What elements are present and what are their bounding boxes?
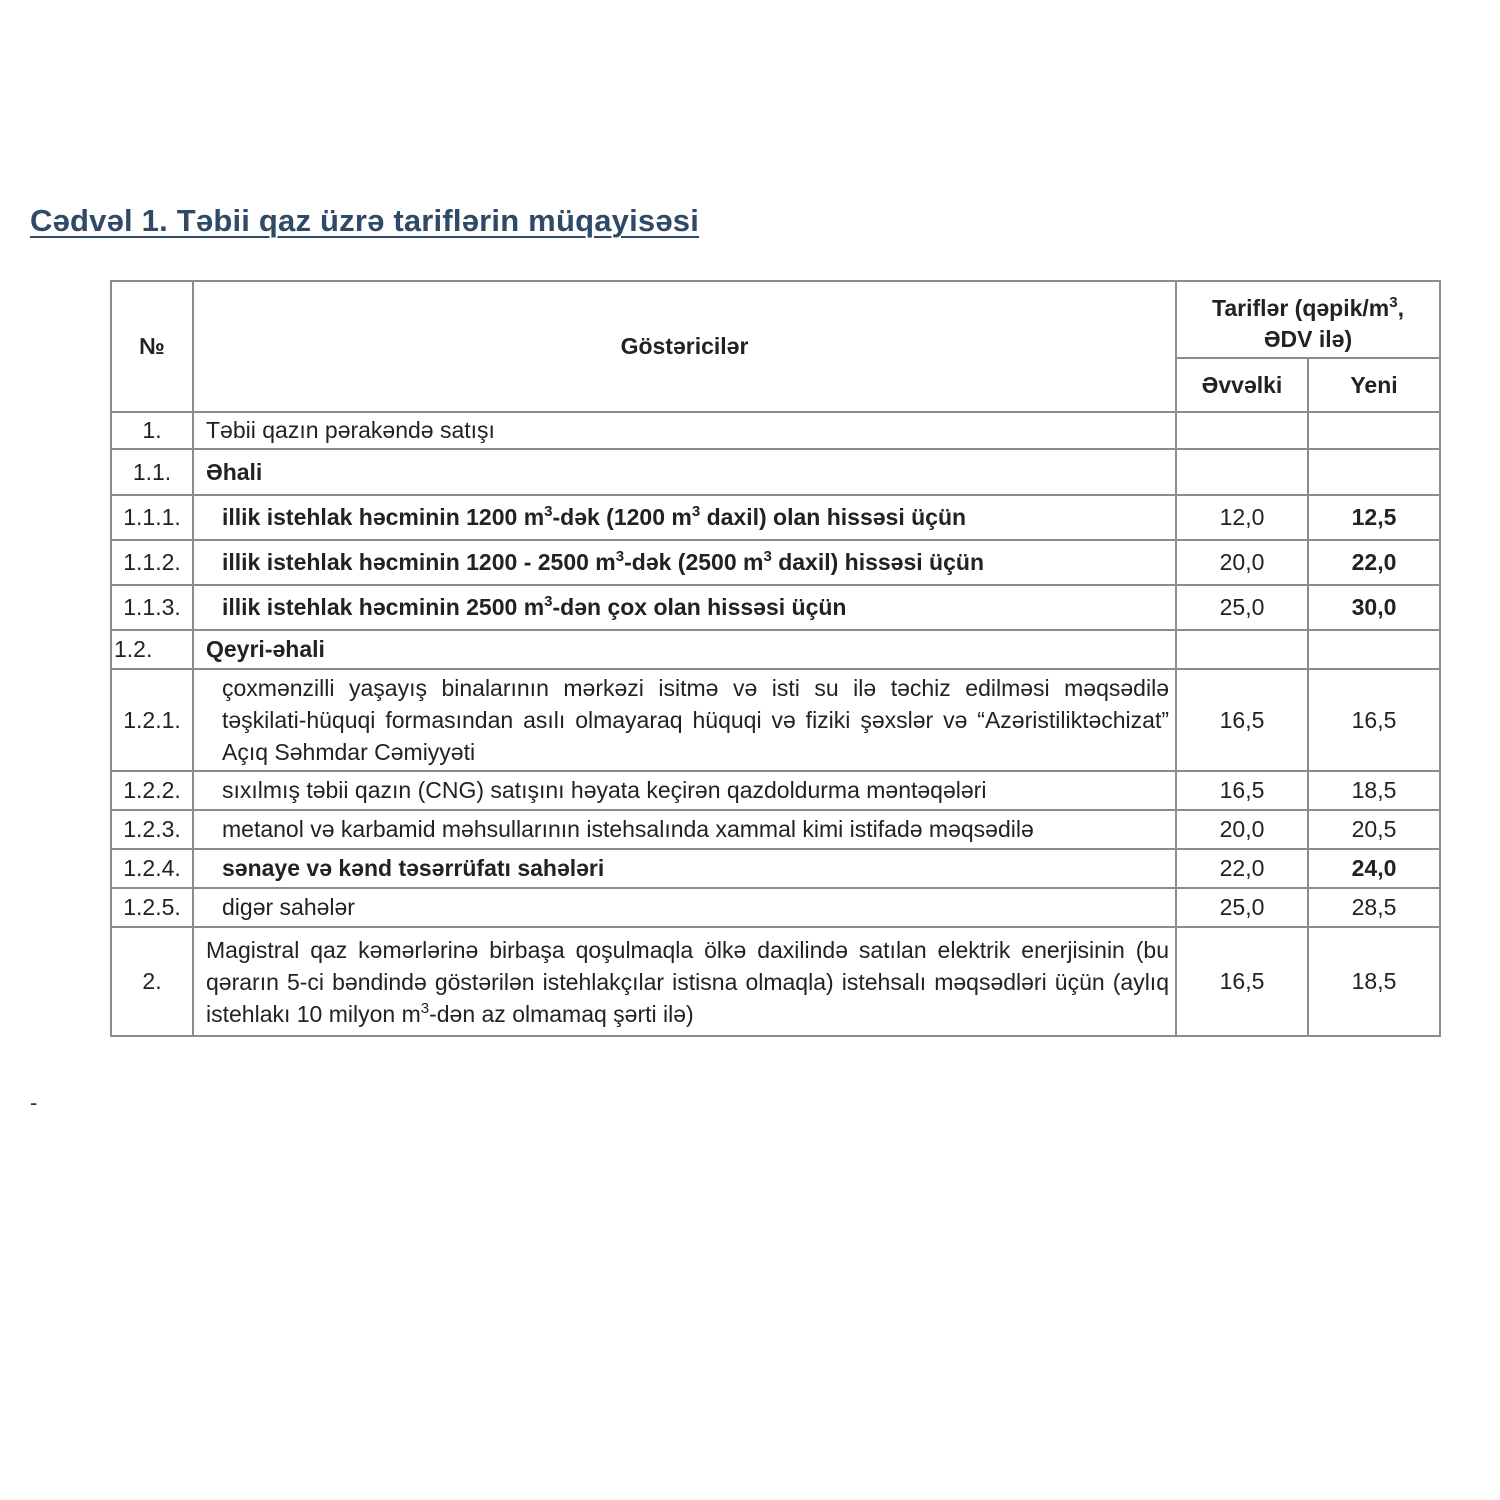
row-previous: 16,5 (1176, 669, 1308, 771)
superscript: 3 (544, 503, 553, 520)
row-new (1308, 449, 1440, 495)
row-previous: 12,0 (1176, 495, 1308, 540)
header-new: Yeni (1308, 358, 1440, 412)
row-new: 24,0 (1308, 849, 1440, 888)
row-previous (1176, 412, 1308, 449)
table-row (111, 927, 1440, 1036)
superscript: 3 (420, 999, 430, 1017)
table-title: Cədvəl 1. Təbii qaz üzrə tariflərin müqayisəsi (30, 203, 700, 238)
row-previous (1176, 449, 1308, 495)
row-number: 1.1.2. (111, 540, 193, 585)
row-previous: 25,0 (1176, 888, 1308, 927)
row-number: 1.2.1. (111, 669, 193, 771)
row-indicator (193, 585, 1176, 630)
row-indicator: Əhali (193, 449, 1176, 495)
table-row (111, 630, 1440, 669)
row-text-part: illik istehlak həcminin 1200 - 2500 m (222, 549, 616, 575)
row-text-part: -dən az olmamaq şərti ilə) (429, 1000, 694, 1027)
row-text-part: Magistral qaz kəmərlərinə birbaşa qoşulmaqla ölkə daxilində satılan elektrik enerjisinin (bu qərarın 5-ci bəndində göstərilən istehlakçılar istisna olmaqla) istehsalı məqsədləri üçün (aylıq istehlakı 10 milyon m (206, 936, 1169, 1027)
table-row (111, 771, 1440, 810)
header-tariffs-comma: , (1397, 294, 1404, 321)
row-number: 2. (111, 927, 193, 1036)
row-new (1308, 412, 1440, 449)
header-tariffs-vat: ƏDV ilə) (1263, 325, 1353, 352)
row-new: 12,5 (1308, 495, 1440, 540)
row-indicator (193, 495, 1176, 540)
row-new: 20,5 (1308, 810, 1440, 849)
row-number: 1.2.4. (111, 849, 193, 888)
row-previous: 25,0 (1176, 585, 1308, 630)
superscript: 3 (763, 548, 772, 565)
row-previous: 20,0 (1176, 810, 1308, 849)
tariff-table (110, 280, 1441, 1037)
row-previous: 16,5 (1176, 771, 1308, 810)
row-indicator: sənaye və kənd təsərrüfatı sahələri (193, 849, 1176, 888)
row-text-part: -dən çox olan hissəsi üçün (552, 594, 847, 620)
row-previous (1176, 630, 1308, 669)
header-tariffs-text: Tariflər (qəpik/m (1212, 294, 1390, 321)
row-number: 1.1.1. (111, 495, 193, 540)
row-indicator: Təbii qazın pərakəndə satışı (193, 412, 1176, 449)
row-indicator: Qeyri-əhali (193, 630, 1176, 669)
superscript: 3 (691, 503, 701, 520)
superscript: 3 (544, 593, 553, 610)
row-text-part: illik istehlak həcminin 2500 m (222, 594, 545, 620)
row-number: 1. (111, 412, 193, 449)
row-new: 18,5 (1308, 771, 1440, 810)
row-previous: 20,0 (1176, 540, 1308, 585)
row-indicator: çoxmənzilli yaşayış binalarının mərkəzi isitmə və isti su ilə təchiz edilməsi məqsədilə təşkilati-hüquqi formasından asılı olmayaraq hüquqi və fiziki şəxslər və “Azəristiliktəchizat” Açıq Səhmdar Cəmiyyəti (193, 669, 1176, 771)
row-new: 28,5 (1308, 888, 1440, 927)
table-row (111, 449, 1440, 495)
row-indicator (193, 540, 1176, 585)
header-tariffs (1176, 281, 1440, 358)
row-previous: 22,0 (1176, 849, 1308, 888)
row-new: 18,5 (1308, 927, 1440, 1036)
row-indicator: metanol və karbamid məhsullarının istehsalında xammal kimi istifadə məqsədilə (193, 810, 1176, 849)
row-new: 22,0 (1308, 540, 1440, 585)
row-indicator (193, 927, 1176, 1036)
row-text-part: illik istehlak həcminin 1200 m (222, 504, 545, 530)
row-new: 30,0 (1308, 585, 1440, 630)
header-no: № (111, 281, 193, 412)
table-row (111, 540, 1440, 585)
row-number: 1.1.3. (111, 585, 193, 630)
superscript: 3 (615, 548, 625, 565)
table-row (111, 412, 1440, 449)
row-number: 1.2.5. (111, 888, 193, 927)
footer-dash: - (30, 1090, 38, 1115)
row-new: 16,5 (1308, 669, 1440, 771)
row-number: 1.2.3. (111, 810, 193, 849)
row-text-part: daxil) hissəsi üçün (771, 549, 984, 575)
header-tariffs-sup: 3 (1389, 293, 1398, 311)
row-text-part: daxil) olan hissəsi üçün (700, 504, 967, 530)
header-indicators: Göstəricilər (193, 281, 1176, 412)
row-indicator: digər sahələr (193, 888, 1176, 927)
row-previous: 16,5 (1176, 927, 1308, 1036)
header-previous: Əvvəlki (1176, 358, 1308, 412)
row-number: 1.1. (111, 449, 193, 495)
table-row (111, 849, 1440, 888)
row-text-part: -dək (2500 m (624, 549, 764, 575)
table-row (111, 888, 1440, 927)
table-row (111, 585, 1440, 630)
table-row (111, 669, 1440, 771)
row-indicator: sıxılmış təbii qazın (CNG) satışını həyata keçirən qazdoldurma məntəqələri (193, 771, 1176, 810)
row-new (1308, 630, 1440, 669)
row-text-part: -dək (1200 m (552, 504, 692, 530)
table-row (111, 495, 1440, 540)
row-number: 1.2.2. (111, 771, 193, 810)
table-row (111, 810, 1440, 849)
row-number: 1.2. (111, 630, 193, 669)
